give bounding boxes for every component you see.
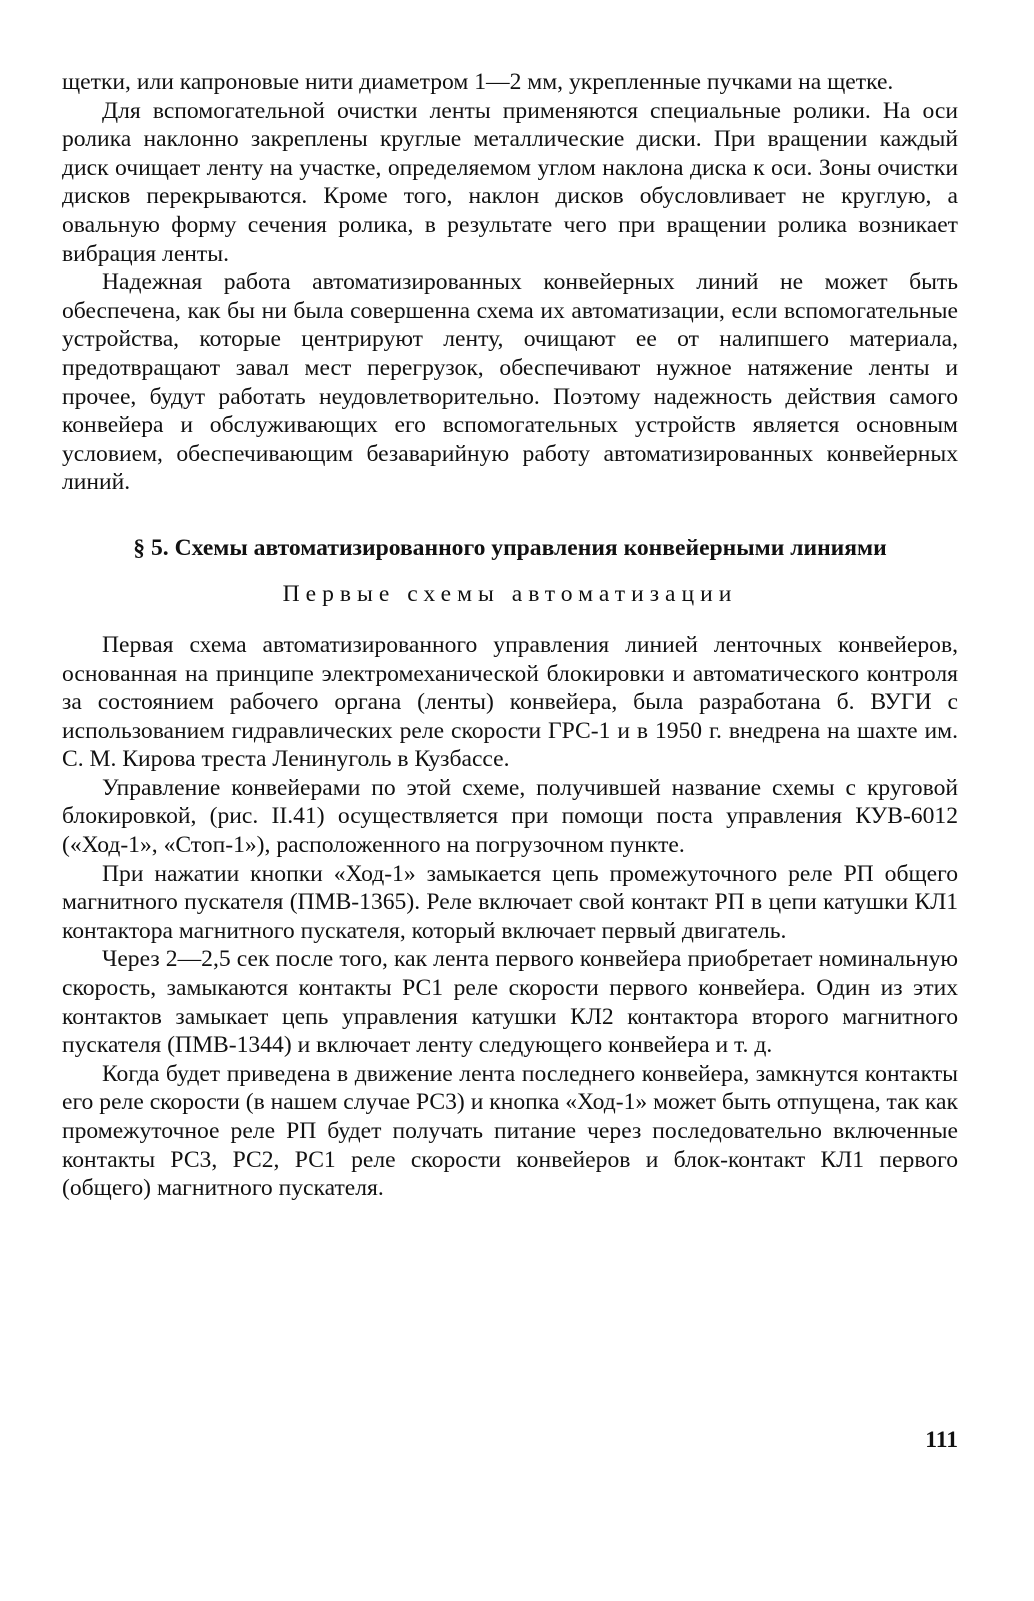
paragraph: При нажатии кнопки «Ход-1» замыкается цепь промежуточного реле РП общего магнитного пускателя (ПМВ-1365). Реле включает свой контакт РП в цепи катушки КЛ1 контактора магнитного пускателя, который включает первый двигатель. (62, 860, 958, 944)
paragraph: Управление конвейерами по этой схеме, получившей название схемы с круговой блокировкой, (рис. II.41) осуществляется при помощи поста управления КУВ-6012 («Ход-1», «Стоп-1»), расположенного на погрузочном пункте. (62, 774, 958, 859)
paragraph: Через 2—2,5 сек после того, как лента первого конвейера приобретает номинальную скорость, замыкаются контакты РС1 реле скорости первого конвейера. Один из этих контактов замыкает цепь управления катушки КЛ2 контактора второго магнитного пускателя (ПМВ-1344) и включает ленту следующего конвейера и т. д. (62, 946, 958, 1059)
paragraph: Когда будет приведена в движение лента последнего конвейера, замкнутся контакты его реле скорости (в нашем случае РС3) и кнопка «Ход-1» может быть отпущена, так как промежуточное реле РП будет получать питание через последовательно включенные контакты РС3, РС2, РС1 реле скорости конвейеров и блок-контакт КЛ1 первого (общего) магнитного пускателя. (62, 1060, 958, 1202)
top-text-block (62, 68, 958, 497)
paragraph: Для вспомогательной очистки ленты применяются специальные ролики. На оси ролика наклонно закреплены круглые металлические диски. При вращении каждый диск очищает ленту на участке, определяемом углом наклона диска к оси. Зоны очистки дисков перекрываются. Кроме того, наклон дисков обусловливает не круглую, а овальную форму сечения ролика, в результате чего при вращении ролика возникает вибрация ленты. (62, 97, 958, 267)
paragraph: Первая схема автоматизированного управления линией ленточных конвейеров, основанная на принципе электромеханической блокировки и автоматического контроля за состоянием рабочего органа (ленты) конвейера, была разработана б. ВУГИ с использованием гидравлических реле скорости ГРС-1 и в 1950 г. внедрена на шахте им. С. М. Кирова треста Ленинуголь в Кузбассе. (62, 631, 958, 773)
bottom-text-block (62, 631, 958, 1203)
page-number: 111 (925, 1427, 958, 1453)
paragraph: щетки, или капроновые нити диаметром 1—2 мм, укрепленные пучками на щетке. (62, 69, 894, 95)
paragraph: Надежная работа автоматизированных конвейерных линий не может быть обеспечена, как бы ни была совершенна схема их автоматизации, если вспомогательные устройства, которые центрируют ленту, очищают ее от налипшего материала, предотвращают завал мест перегрузок, обеспечивают нужное натяжение ленты и прочее, будут работать неудовлетворительно. Поэтому надежность действия самого конвейера и обслуживающих его вспомогательных устройств является основным условием, обеспечивающим безаварийную работу автоматизированных конвейерных линий. (62, 269, 958, 496)
section-heading: § 5. Схемы автоматизированного управления конвейерными линиями (133, 534, 887, 561)
subheading: Первые схемы автоматизации (282, 580, 738, 607)
